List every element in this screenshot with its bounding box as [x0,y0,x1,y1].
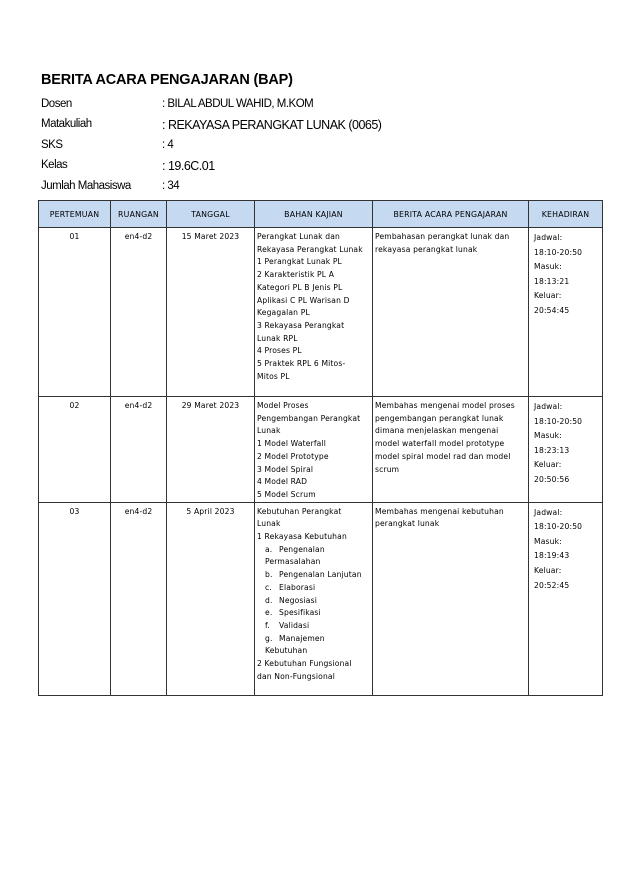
text-line: 20:54:45 [534,305,570,315]
list-letter: c. [265,582,272,592]
list-text: Pengenalan Lanjutan [279,570,362,580]
cell-ruangan: en4-d2 [111,228,167,397]
text-line: 18:10-20:50 [534,247,583,257]
text-line: 18:19:43 [534,551,570,561]
table-row [39,228,603,397]
text-line: 20:50:56 [534,474,570,484]
text-line: 20:52:45 [534,580,570,590]
text-line: Masuk: [534,262,562,272]
text-line: Perangkat Lunak dan [257,232,341,241]
cell-pertemuan: 03 [39,502,111,695]
text-line: 18:10-20:50 [534,522,583,532]
text-line: 4 Model RAD [257,477,308,487]
text-line: Kegagalan PL [257,308,310,318]
list-letter: d. [265,595,273,605]
list-letter: e. [265,608,273,618]
text-line: Jadwal: [534,402,563,411]
text-line: Lunak [257,519,281,529]
text-line: scrum [375,464,400,474]
table-header-row [39,201,603,228]
text-line: 2 Model Prototype [257,451,329,461]
text-line: model waterfall model prototype [375,439,505,449]
header-pertemuan: PERTEMUAN [39,201,111,228]
cell-bahan-kajian [255,502,373,695]
text-line: Masuk: [534,536,562,546]
cell-ruangan: en4-d2 [111,502,167,695]
text-line: 1 Rekayasa Kebutuhan [257,532,347,542]
list-item [257,595,370,608]
table-row [39,502,603,695]
text-line: Lunak [257,426,281,436]
header-bahan-kajian: BAHAN KAJIAN [255,201,373,228]
text-line: Masuk: [534,431,562,441]
list-text: Validasi [279,620,310,630]
list-text: Pengenalan [279,544,325,554]
text-line: 3 Rekayasa Perangkat [257,320,345,330]
text-line: 18:23:13 [534,445,570,455]
text-line: Pembahasan perangkat lunak dan [375,232,510,241]
text-line: Membahas mengenai kebutuhan [375,506,504,516]
text-line: 1 Perangkat Lunak PL [257,257,342,267]
cell-tanggal: 15 Maret 2023 [167,228,255,397]
info-value: : BILAL ABDUL WAHID, M.KOM [162,98,314,110]
cell-berita-acara [373,502,529,695]
list-letter: a. [265,544,273,554]
cell-berita-acara [373,397,529,503]
list-letter: g. [265,633,273,643]
text-line: Aplikasi C PL Warisan D [257,295,350,305]
text-line: Jadwal: [534,507,563,517]
cell-kehadiran [529,397,603,503]
list-item [257,544,370,557]
list-item [257,633,370,646]
info-value: : 19.6C.01 [162,159,215,173]
text-line: 2 Karakteristik PL A [257,270,335,280]
cell-bahan-kajian [255,228,373,397]
list-item [257,607,370,620]
text-line: Lunak RPL [257,333,298,343]
text-line: Membahas mengenai model proses [375,401,515,410]
header-kehadiran: KEHADIRAN [529,201,603,228]
text-line: perangkat lunak [375,519,440,529]
list-text: Negosiasi [279,595,317,605]
list-letter: f. [265,620,270,630]
text-line: 2 Kebutuhan Fungsional [257,659,352,669]
cell-berita-acara [373,228,529,397]
text-line: Model Proses [257,401,309,410]
text-line: model spiral model rad dan model [375,451,511,461]
text-line: Kategori PL B Jenis PL [257,282,343,292]
list-letter: b. [265,570,273,580]
text-line: Keluar: [534,291,562,301]
text-line: Rekayasa Perangkat Lunak [257,244,363,254]
info-value: : 34 [162,180,180,192]
header-ruangan: RUANGAN [111,201,167,228]
text-line: Pengembangan Perangkat [257,413,361,423]
list-item [257,582,370,595]
text-line: dimana menjelaskan mengenai [375,426,499,436]
cell-tanggal: 29 Maret 2023 [167,397,255,503]
info-value: : 4 [162,139,174,151]
list-text: Manajemen [279,633,325,643]
list-item-continuation: Permasalahan [265,557,321,567]
document-title: BERITA ACARA PENGAJARAN (BAP) [41,72,293,88]
bap-table [38,200,603,696]
header-tanggal: TANGGAL [167,201,255,228]
list-item [257,569,370,582]
cell-bahan-kajian [255,397,373,503]
list-item-continuation: Kebutuhan [265,646,308,656]
list-text: Elaborasi [279,582,316,592]
text-line: Keluar: [534,566,562,575]
text-line: 1 Model Waterfall [257,439,327,449]
info-label: SKS [41,139,63,151]
text-line: 4 Proses PL [257,346,302,356]
text-line: dan Non-Fungsional [257,671,335,681]
list-item [257,620,370,633]
list-text: Spesifikasi [279,608,321,618]
text-line: Kebutuhan Perangkat [257,506,342,516]
header-berita-acara: BERITA ACARA PENGAJARAN [373,201,529,228]
table-row [39,397,603,503]
text-line: pengembangan perangkat lunak [375,413,504,423]
text-line: 5 Model Scrum [257,489,316,499]
info-label: Matakuliah [41,118,92,130]
text-line: Jadwal: [534,233,563,242]
text-line: 18:13:21 [534,276,570,286]
info-label: Dosen [41,98,72,110]
cell-pertemuan: 02 [39,397,111,503]
cell-tanggal: 5 April 2023 [167,502,255,695]
text-line: Mitos PL [257,371,290,381]
text-line: 3 Model Spiral [257,464,314,474]
cell-pertemuan: 01 [39,228,111,397]
info-label: Jumlah Mahasiswa [41,180,131,192]
info-label: Kelas [41,159,68,171]
text-line: 5 Praktek RPL 6 Mitos- [257,359,346,369]
text-line: Keluar: [534,460,562,470]
text-line: rekayasa perangkat lunak [375,244,478,254]
cell-kehadiran [529,228,603,397]
text-line: 18:10-20:50 [534,416,583,426]
cell-ruangan: en4-d2 [111,397,167,503]
cell-kehadiran [529,502,603,695]
info-value: : REKAYASA PERANGKAT LUNAK (0065) [162,118,382,132]
